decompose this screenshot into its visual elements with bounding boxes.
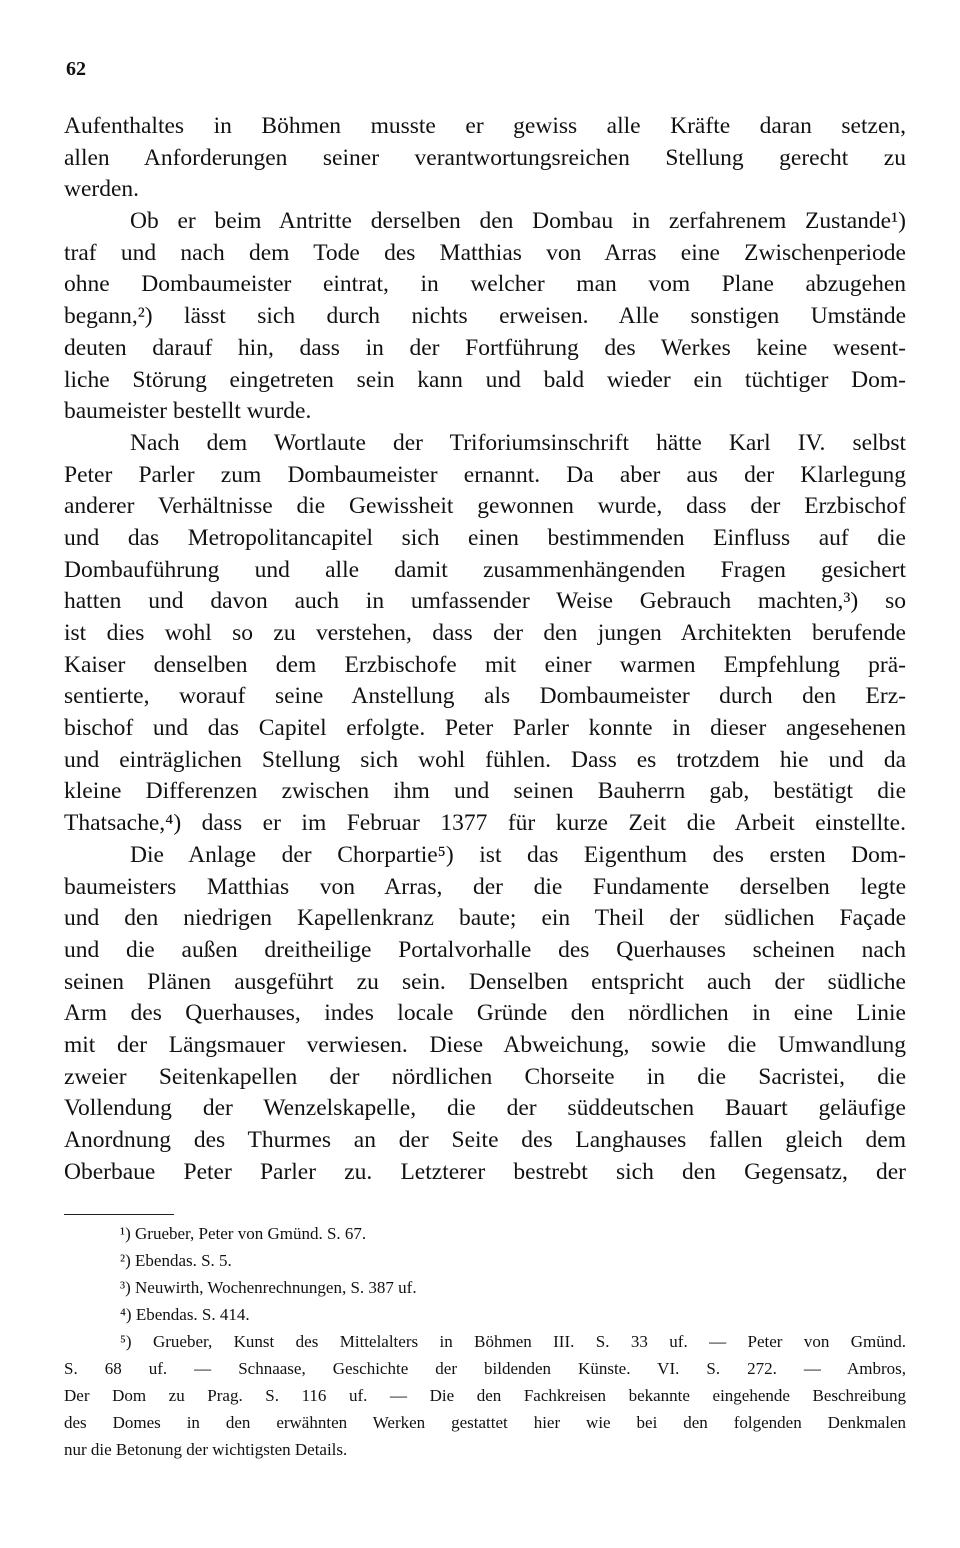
text-line: Die Anlage der Chorpartie⁵) ist das Eigenthum des ersten Dom- xyxy=(130,841,906,868)
text-line: ohne Dombaumeister eintrat, in welcher man vom Plane abzugehen xyxy=(64,271,906,298)
text-line: Dombauführung und alle damit zusammenhängenden Fragen gesichert xyxy=(64,556,906,583)
text-line: bischof und das Capitel erfolgte. Peter Parler konnte in dieser angesehenen xyxy=(64,715,906,742)
text-line: Nach dem Wortlaute der Triforiumsinschrift hätte Karl IV. selbst xyxy=(130,429,906,456)
text-line: Aufenthaltes in Böhmen musste er gewiss alle Kräfte daran setzen, xyxy=(64,113,906,139)
footnote-divider xyxy=(64,1214,174,1215)
text-line: und die außen dreitheilige Portalvorhalle des Querhauses scheinen nach xyxy=(64,936,906,963)
footnote-line: ²) Ebendas. S. 5. xyxy=(120,1251,232,1270)
footnote-line: nur die Betonung der wichtigsten Details. xyxy=(64,1440,348,1459)
text-line: traf und nach dem Tode des Matthias von Arras eine Zwischenperiode xyxy=(64,239,906,266)
page-number: 62 xyxy=(66,58,86,80)
text-line: zweier Seitenkapellen der nördlichen Chorseite in die Sacristei, die xyxy=(64,1063,906,1090)
text-line: seinen Plänen ausgeführt zu sein. Denselben entspricht auch der südliche xyxy=(64,968,906,995)
footnotes xyxy=(64,1220,906,1463)
text-line: baumeister bestellt wurde. xyxy=(64,398,312,425)
text-line: Kaiser denselben dem Erzbischofe mit einer warmen Empfehlung prä- xyxy=(64,651,906,678)
text-line: Arm des Querhauses, indes locale Gründe den nördlichen in eine Linie xyxy=(64,1000,906,1027)
text-line: hatten und davon auch in umfassender Weise Gebrauch machten,³) so xyxy=(64,588,906,615)
footnote-line: des Domes in den erwähnten Werken gestattet hier wie bei den folgenden Denkmalen xyxy=(64,1413,906,1432)
footnote-line: ³) Neuwirth, Wochenrechnungen, S. 387 uf. xyxy=(120,1278,417,1297)
text-line: begann,²) lässt sich durch nichts erweisen. Alle sonstigen Umstände xyxy=(64,303,906,330)
text-line: Anordnung des Thurmes an der Seite des Langhauses fallen gleich dem xyxy=(64,1127,906,1153)
text-line: kleine Differenzen zwischen ihm und seinen Bauherrn gab, bestätigt die xyxy=(64,778,906,805)
text-line: Peter Parler zum Dombaumeister ernannt. Da aber aus der Klarlegung xyxy=(64,461,906,488)
body-text xyxy=(64,111,906,1188)
text-line: liche Störung eingetreten sein kann und bald wieder ein tüchtiger Dom- xyxy=(64,366,906,393)
text-line: Ob er beim Antritte derselben den Dombau in zerfahrenem Zustande¹) xyxy=(130,208,906,235)
text-line: und das Metropolitancapitel sich einen bestimmenden Einfluss auf die xyxy=(64,524,906,551)
text-line: baumeisters Matthias von Arras, der die Fundamente derselben legte xyxy=(64,873,906,900)
text-line: deuten darauf hin, dass in der Fortführung des Werkes keine wesent- xyxy=(64,334,906,361)
text-line: Thatsache,⁴) dass er im Februar 1377 für kurze Zeit die Arbeit einstellte. xyxy=(64,810,906,837)
text-line: mit der Längsmauer verwiesen. Diese Abweichung, sowie die Umwandlung xyxy=(64,1031,906,1058)
footnote-line: ¹) Grueber, Peter von Gmünd. S. 67. xyxy=(120,1224,367,1243)
footnote-line: ⁵) Grueber, Kunst des Mittelalters in Böhmen III. S. 33 uf. — Peter von Gmünd. xyxy=(120,1332,906,1351)
text-line: sentierte, worauf seine Anstellung als Dombaumeister durch den Erz- xyxy=(64,683,906,710)
footnote-line: Der Dom zu Prag. S. 116 uf. — Die den Fachkreisen bekannte eingehende Beschreibung xyxy=(64,1386,906,1405)
footnote-line: ⁴) Ebendas. S. 414. xyxy=(120,1305,250,1324)
text-line: Vollendung der Wenzelskapelle, die der süddeutschen Bauart geläufige xyxy=(64,1095,906,1122)
text-line: werden. xyxy=(64,176,140,203)
text-line: und den niedrigen Kapellenkranz baute; ein Theil der südlichen Façade xyxy=(64,905,906,932)
text-line: allen Anforderungen seiner verantwortungsreichen Stellung gerecht zu xyxy=(64,144,906,171)
text-line: und einträglichen Stellung sich wohl fühlen. Dass es trotzdem hie und da xyxy=(64,746,906,773)
text-line: Oberbaue Peter Parler zu. Letzterer bestrebt sich den Gegensatz, der xyxy=(64,1158,906,1185)
text-line: anderer Verhältnisse die Gewissheit gewonnen wurde, dass der Erzbischof xyxy=(64,493,906,520)
text-line: ist dies wohl so zu verstehen, dass der den jungen Architekten berufende xyxy=(64,620,906,646)
footnote-line: S. 68 uf. — Schnaase, Geschichte der bildenden Künste. VI. S. 272. — Ambros, xyxy=(64,1359,906,1378)
